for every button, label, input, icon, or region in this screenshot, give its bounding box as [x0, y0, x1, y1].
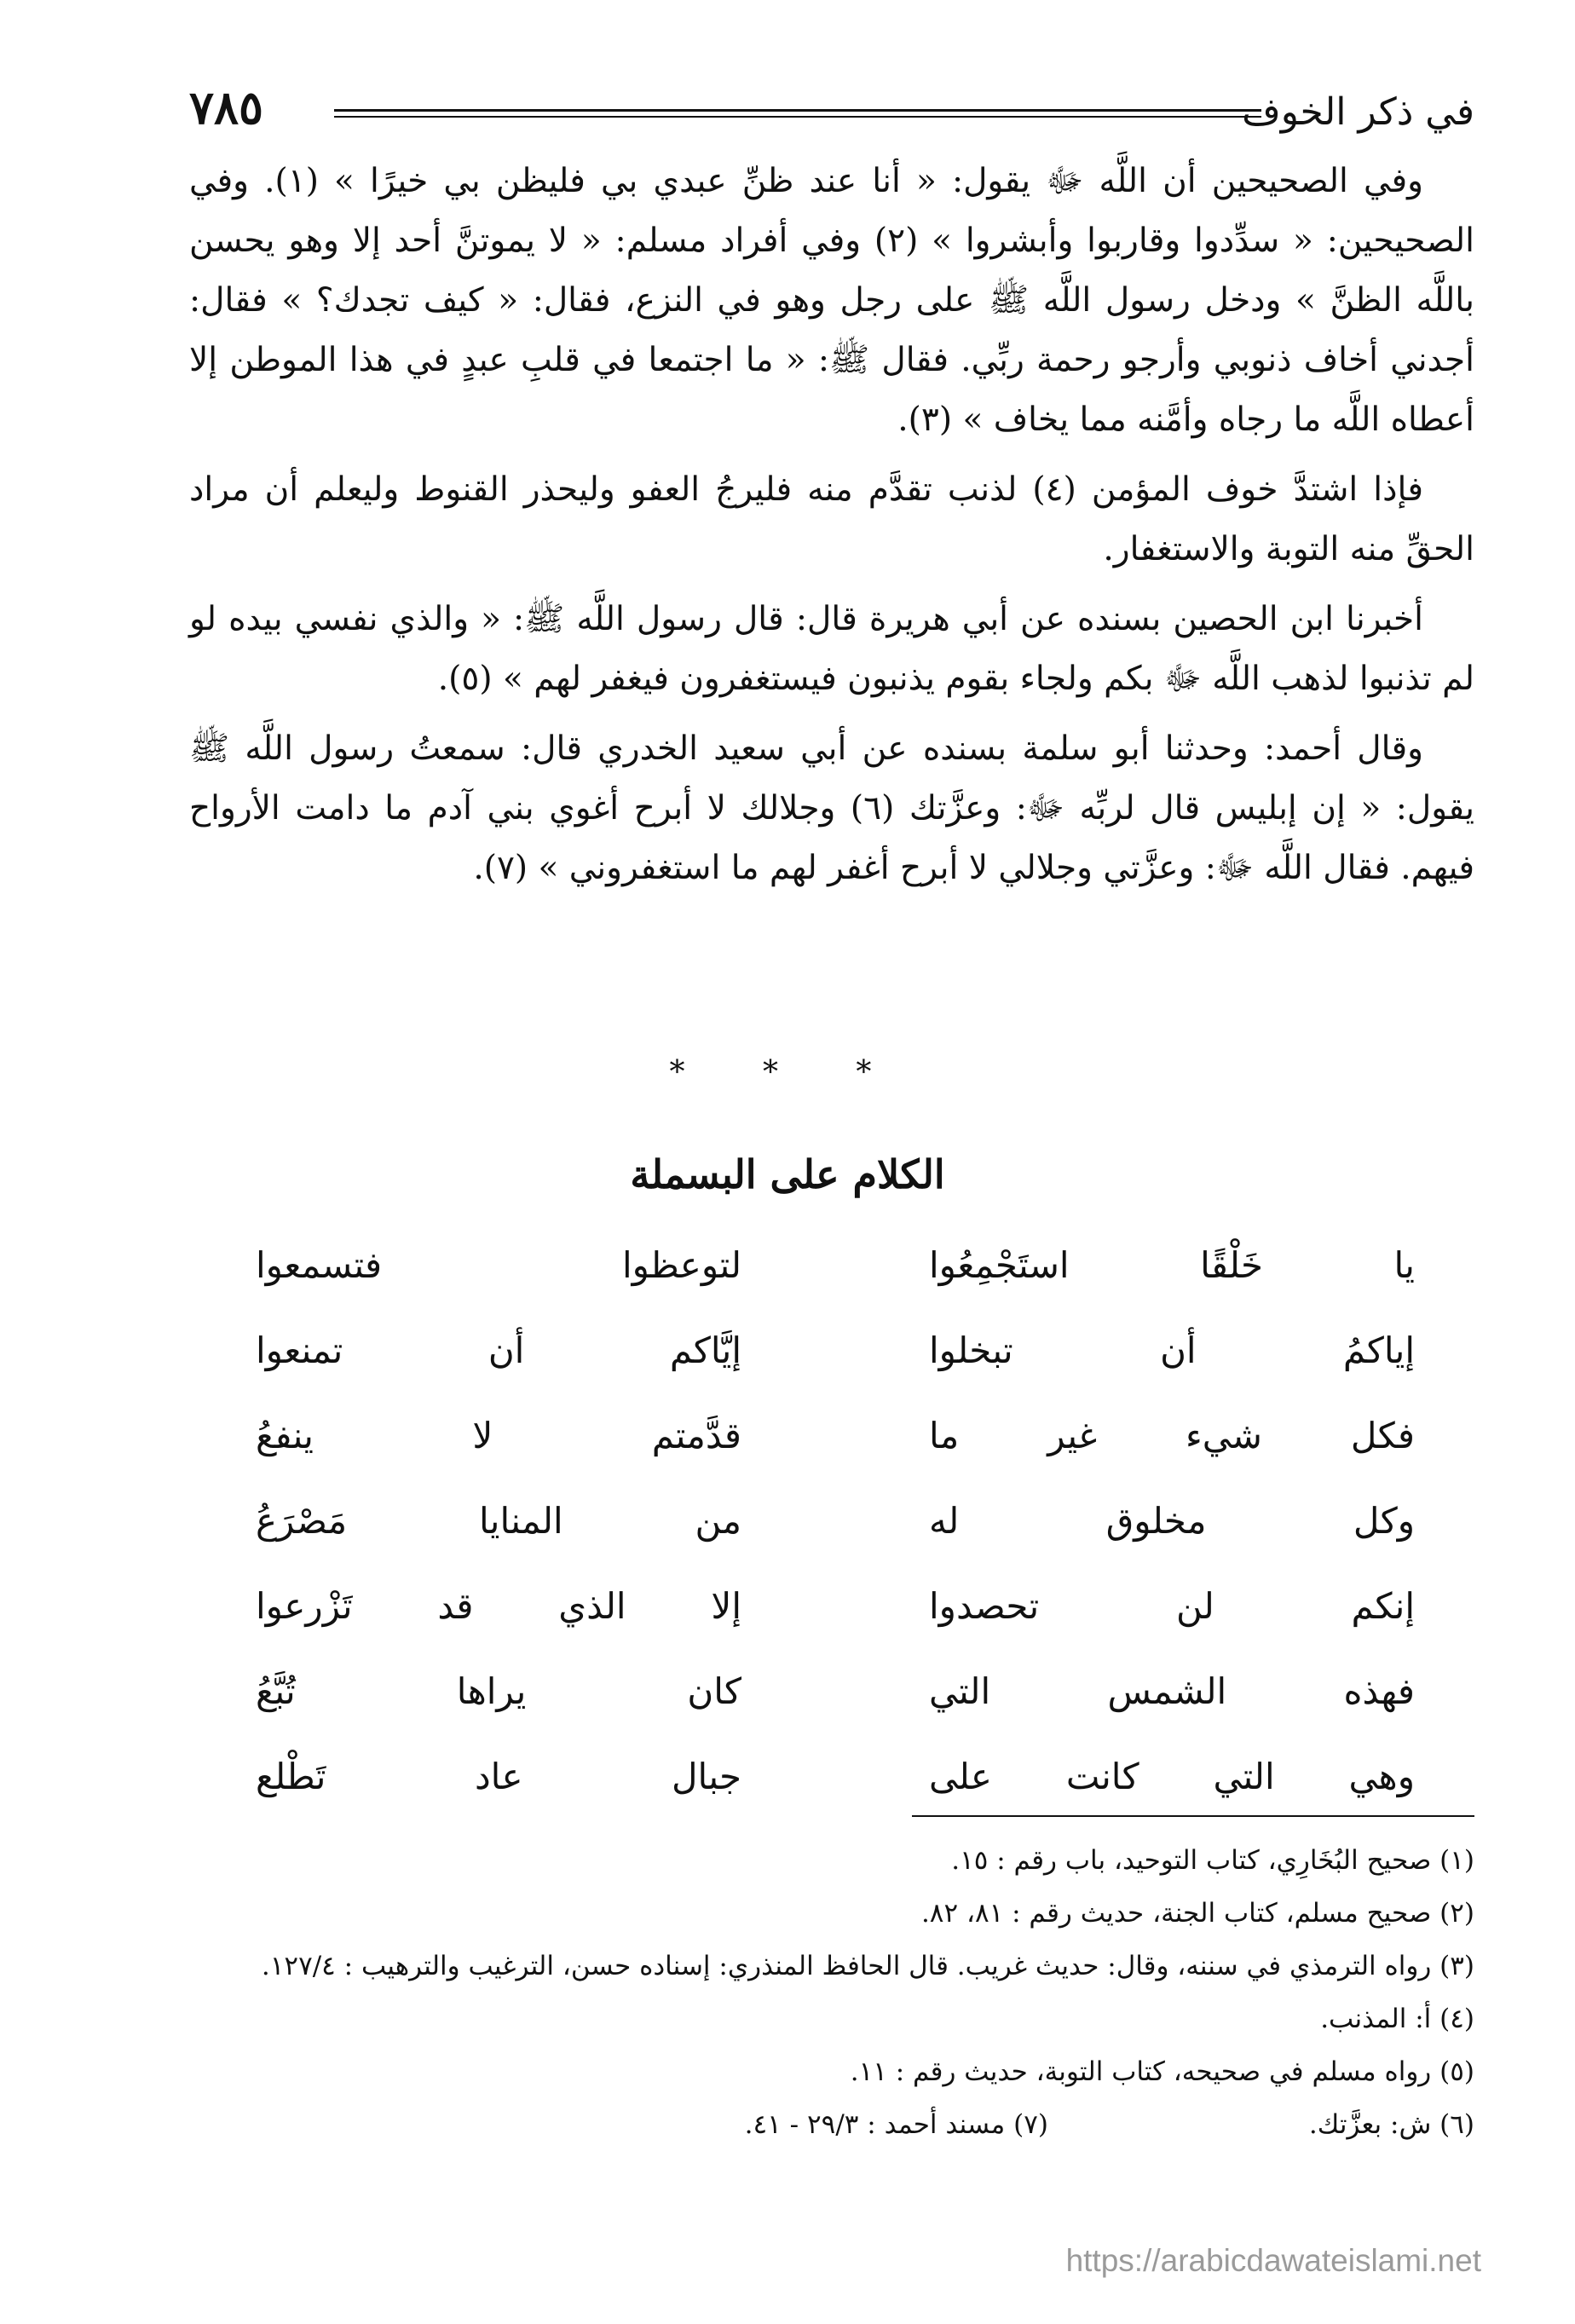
footnote: (٧) مسند أحمد : ٢٩/٣ - ٤١. — [744, 2109, 1048, 2140]
poem — [256, 1227, 1415, 1824]
footnote: (١) صحيح البُخَارِي، كتاب التوحيد، باب رقم : ١٥. — [951, 1845, 1474, 1876]
header-rule-secondary — [334, 116, 1261, 118]
poem-first-hemistich: وكل مخلوق له — [929, 1500, 1415, 1542]
poem-first-hemistich: وهي التي كانت على — [929, 1756, 1415, 1797]
footnote-divider — [912, 1815, 1474, 1817]
page-number: ٧٨٥ — [189, 80, 264, 135]
poem-verse — [256, 1653, 1415, 1739]
page-header — [189, 78, 1474, 147]
footnote: (٣) رواه الترمذي في سننه، وقال: حديث غريب. قال الحافظ المنذري: إسناده حسن، الترغيب والترهيب : ١٢٧/٤. — [261, 1951, 1474, 1981]
footnotes — [189, 1834, 1474, 2151]
paragraph: وفي الصحيحين أن اللَّه ﷻ يقول: « أنا عند ظنِّ عبدي بي فليظن بي خيرًا » (١). وفي الصحيحين: « سدِّدوا وقاربوا وأبشروا » (٢) وفي أفراد مسلم: « لا يموتنَّ أحد إلا وهو يحسن باللَّه الظنَّ » ودخل رسول اللَّه ﷺ على رجل وهو في النزع، فقال: « كيف تجدك؟ » فقال: أجدني أخاف ذنوبي وأرجو رحمة ربِّي. فقال ﷺ: « ما اجتمعا في قلبِ عبدٍ في هذا الموطن إلا أعطاه اللَّه ما رجاه وأمَّنه مما يخاف » (٣). — [189, 162, 1474, 439]
poem-verse — [256, 1739, 1415, 1824]
poem-verse — [256, 1398, 1415, 1483]
poem-second-hemistich: لتوعظوا فتسمعوا — [256, 1244, 741, 1286]
poem-first-hemistich: يا خَلْقًا استَجْمِعُوا — [929, 1244, 1415, 1286]
poem-second-hemistich: قدَّمتم لا ينفعُ — [256, 1415, 741, 1456]
section-title: الكلام على البسملة — [630, 1151, 945, 1197]
poem-verse — [256, 1568, 1415, 1653]
poem-verse — [256, 1227, 1415, 1312]
poem-first-hemistich: إياكمُ أن تبخلوا — [929, 1329, 1415, 1371]
poem-first-hemistich: إنكم لن تحصدوا — [929, 1585, 1415, 1627]
poem-second-hemistich: إيَّاكم أن تمنعوا — [256, 1329, 741, 1371]
header-rule — [334, 109, 1261, 112]
poem-second-hemistich: من المنايا مَصْرَعُ — [256, 1500, 741, 1542]
paragraph: أخبرنا ابن الحصين بسنده عن أبي هريرة قال: قال رسول اللَّه ﷺ: « والذي نفسي بيده لو لم تذنبوا لذهب اللَّه ﷻ بكم ولجاء بقوم يذنبون فيستغفرون فيغفر لهم » (٥). — [189, 600, 1474, 698]
poem-second-hemistich: جبال عاد تَطْلع — [256, 1756, 741, 1797]
poem-second-hemistich: كان يراها تُبَّعُ — [256, 1670, 741, 1712]
section-separator: * * * — [669, 1055, 906, 1090]
paragraph: فإذا اشتدَّ خوف المؤمن (٤) لذنب تقدَّم منه فليرجُ العفو وليحذر القنوط وليعلم أن مراد الحقِّ منه التوبة والاستغفار. — [189, 470, 1474, 568]
running-title: في ذكر الخوف — [1242, 90, 1474, 134]
poem-first-hemistich: فهذه الشمس التي — [929, 1670, 1415, 1712]
main-text — [189, 152, 1474, 908]
footnote: (٥) رواه مسلم في صحيحه، كتاب التوبة، حديث رقم : ١١. — [850, 2056, 1474, 2087]
paragraph: وقال أحمد: وحدثنا أبو سلمة بسنده عن أبي سعيد الخدري قال: سمعتُ رسول اللَّه ﷺ يقول: « إن إبليس قال لربِّه ﷻ: وعزَّتك (٦) وجلالك لا أبرح أغوي بني آدم ما دامت الأرواح فيهم. فقال اللَّه ﷻ: وعزَّتي وجلالي لا أبرح أغفر لهم ما استغفروني » (٧). — [189, 729, 1474, 887]
footnote: (٢) صحيح مسلم، كتاب الجنة، حديث رقم : ٨١، ٨٢. — [920, 1898, 1474, 1929]
footnote-row — [189, 2098, 1474, 2151]
footnote: (٤) أ: المذنب. — [1320, 2004, 1474, 2034]
footnote: (٦) ش: بعزَّتك. — [1308, 2109, 1474, 2140]
poem-verse — [256, 1312, 1415, 1398]
poem-verse — [256, 1483, 1415, 1568]
watermark-url: https://arabicdawateislami.net — [1065, 2243, 1481, 2278]
poem-second-hemistich: إلا الذي قد تَزْرعوا — [256, 1585, 741, 1627]
poem-first-hemistich: فكل شيء غير ما — [929, 1415, 1415, 1456]
